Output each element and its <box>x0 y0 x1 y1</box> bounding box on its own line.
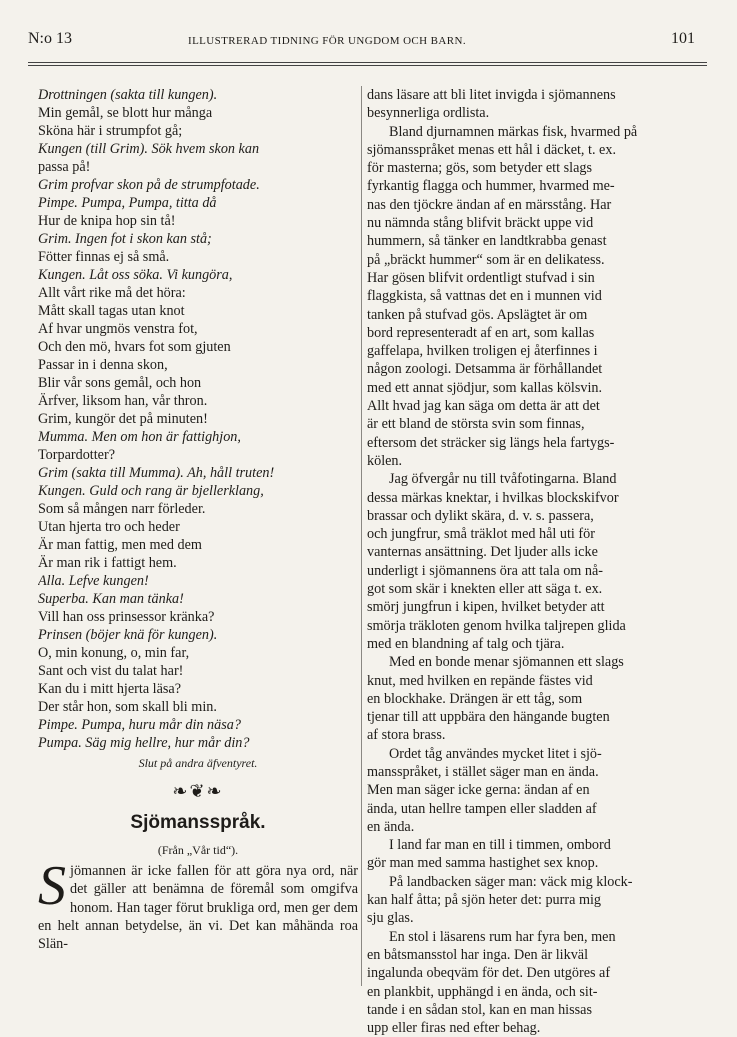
text-line: kölen. <box>367 452 403 469</box>
text-line: Kungen (till Grim). Sök hvem skon kan <box>38 141 260 157</box>
text-line: Som så mången narr förleder. <box>38 501 206 517</box>
text-line: Grim (sakta till Mumma). Ah, håll truten! <box>38 465 275 481</box>
article-source: (Från „Vår tid“). <box>157 843 239 857</box>
text-line: en blockhake. Drängen är ett tåg, som <box>367 690 583 707</box>
text-line: flaggkista, så vattnas det en i munnen vid <box>367 288 602 305</box>
text-line: Hur de knipa hop sin tå! <box>38 213 176 229</box>
text-line: kan half åtta; på sjön heter det: purra mig <box>367 892 602 909</box>
text-line: Der står hon, som skall bli min. <box>38 699 217 715</box>
text-line: besynnerliga ordlista. <box>367 105 490 122</box>
left-column <box>38 86 358 953</box>
text-line: Ordet tåg användes mycket litet i sjö- <box>389 745 602 762</box>
text-line: Grim, kungör det på minuten! <box>38 411 208 427</box>
text-line: På landbacken säger man: väck mig klock- <box>389 873 633 890</box>
text-line: en ända. <box>367 818 415 835</box>
text-line: Mått skall tagas utan knot <box>38 303 185 319</box>
end-note: Slut på andra äfventyret. <box>138 756 258 770</box>
page-header <box>28 24 707 54</box>
text-line: Vill han oss prinsessor kränka? <box>38 609 215 625</box>
text-line: Pimpe. Pumpa, huru mår din näsa? <box>38 717 241 733</box>
column-divider <box>361 86 362 986</box>
text-line: nas den tjöckre ändan af en märsstång. Har <box>367 196 612 213</box>
text-line: en plankbit, upphängd i en ända, och sit- <box>367 983 598 1000</box>
text-line: Utan hjerta tro och heder <box>38 519 180 535</box>
text-line: Allt hvad jag kan säga om detta är att det <box>367 398 600 415</box>
text-line: dessa märkas knektar, i hvilkas blockskifvor <box>367 489 619 506</box>
text-line: och jungfrur, små träklot med hål uti för <box>367 526 595 543</box>
text-line: En stol i läsarens rum har fyra ben, men <box>389 928 616 945</box>
text-line: Torpardotter? <box>38 447 115 463</box>
text-line: Grim profvar skon på de strumpfotade. <box>38 177 260 193</box>
text-line: Med en bonde menar sjömannen ett slags <box>389 654 624 671</box>
text-line: O, min konung, o, min far, <box>38 645 190 661</box>
text-line: ända, utan hellre tampen eller sladden af <box>367 800 597 817</box>
text-line: Men man säger icke gerna: ändan af en <box>367 782 590 799</box>
right-column <box>367 86 697 1037</box>
text-line: Har gösen blifvit ordentligt stufvad i sin <box>367 269 595 286</box>
text-line: Ärfver, liksom han, vår thron. <box>38 393 208 409</box>
text-line: tande i en sådan stol, kan en man hissas <box>367 1001 592 1018</box>
text-line: Sant och vist du talat har! <box>38 663 184 679</box>
text-line: sju glas. <box>367 910 414 927</box>
text-line: Drottningen (sakta till kungen). <box>38 87 218 103</box>
text-line: I land far man en till i timmen, ombord <box>389 837 611 854</box>
drop-cap: S <box>38 855 66 917</box>
text-line: vanternas ansättning. Det ljuder alls icke <box>367 544 598 561</box>
text-line: Bland djurnamnen märkas fisk, hvarmed på <box>389 123 638 140</box>
article-body <box>367 86 697 1037</box>
text-line: Kan du i mitt hjerta läsa? <box>38 681 182 697</box>
publication-title: ILLUSTRERAD TIDNING FÖR UNGDOM OCH BARN. <box>188 35 466 47</box>
text-line: Alla. Lefve kungen! <box>38 573 149 589</box>
text-line: Allt vårt rike må det höra: <box>38 285 186 301</box>
text-line: Jag öfvergår nu till tvåfotingarna. Bland <box>389 471 617 488</box>
text-line: Kungen. Guld och rang är bjellerklang, <box>38 483 264 499</box>
text-line: underligt i sjömannens öra att tala om nå- <box>367 562 603 579</box>
text-line: Min gemål, se blott hur många <box>38 105 213 121</box>
text-line: smörja träkloten genom hvilka taljrepen glida <box>367 617 626 634</box>
text-line: Blir vår sons gemål, och hon <box>38 375 202 391</box>
text-line: Sköna här i strumpfot gå; <box>38 123 183 139</box>
text-line: mansspråket, i stället säger man en ända. <box>367 763 599 780</box>
text-line: på „bräckt hummer“ som är en delikatess. <box>367 251 605 268</box>
text-line: gör man med samma hastighet sex knop. <box>367 855 599 872</box>
text-line: med en blandning af talg och tjära. <box>367 635 565 652</box>
ornament-divider: ❧❦❧ <box>172 781 224 801</box>
text-line: Grim. Ingen fot i skon kan stå; <box>38 231 212 247</box>
text-line: Fötter finnas ej så små. <box>38 249 170 265</box>
text-line: Mumma. Men om hon är fattighjon, <box>38 429 241 445</box>
text-line: hummern, så tänker en landtkrabba genast <box>367 233 607 250</box>
text-line: smörj jungfrun i kipen, hvilket betyder att <box>367 599 605 616</box>
text-line: en båtsmansstol har inga. Den är likväl <box>367 946 589 963</box>
article-intro <box>38 855 358 953</box>
text-line: Och den mö, hvars fot som gjuten <box>38 339 231 355</box>
text-line: tjenar till att uppbära den hängande bugten <box>367 709 610 726</box>
text-line: gaffelapa, hvilken troligen ej återfinnes i <box>367 343 598 360</box>
issue-number: N:o 13 <box>28 30 72 47</box>
text-line: brassar och dylikt skära, d. v. s. passera, <box>367 507 594 524</box>
text-line: upp eller firas ned efter behag. <box>367 1020 541 1037</box>
text-line: är ett bland de största svin som finnas, <box>367 416 585 433</box>
article-intro-text: jömannen är icke fallen för att göra nya ord, när det gäller att benämna de föremål som omgifva honom. Han tager förut brukliga ord, men ger dem en helt annan betydelse, än vi. Det kan måhända roa Slän- <box>38 863 358 953</box>
text-line: Pimpe. Pumpa, Pumpa, titta då <box>38 195 217 211</box>
text-line: dans läsare att bli litet invigda i sjömannens <box>367 87 616 103</box>
text-line: ingalunda obeqväm för det. Den utgöres af <box>367 965 611 982</box>
text-line: Af hvar ungmös venstra fot, <box>38 321 198 337</box>
text-line: fyrkantig flagga och hummer, hvarmed me- <box>367 178 615 195</box>
text-line: Passar in i denna skon, <box>38 357 168 373</box>
text-line: med ett annat sjödjur, som kallas kölsvin. <box>367 379 603 396</box>
article-title: Sjömansspråk. <box>130 812 266 833</box>
page-number: 101 <box>671 30 695 47</box>
header-rule <box>28 62 707 63</box>
text-line: sjömansspråket menas ett hål i däcket, t. ex. <box>367 141 616 158</box>
text-line: Pumpa. Säg mig hellre, hur mår din? <box>38 735 250 751</box>
text-line: Superba. Kan man tänka! <box>38 591 184 607</box>
text-line: Är man rik i fattigt hem. <box>38 555 177 571</box>
header-rule-thin <box>28 65 707 66</box>
text-line: Är man fattig, men med dem <box>38 537 202 553</box>
text-line: bord representeradt af en art, som kallas <box>367 324 595 341</box>
text-line: Kungen. Låt oss söka. Vi kungöra, <box>38 267 233 283</box>
text-line: nu nämnda stång blifvit bräckt uppe vid <box>367 215 594 232</box>
text-line: någon zoologi. Detsamma är förhållandet <box>367 361 603 378</box>
text-line: knut, med hvilken en repände fästes vid <box>367 672 593 689</box>
play-dialogue <box>38 86 358 752</box>
text-line: af stora brass. <box>367 727 446 744</box>
text-line: för masterna; gös, som betyder ett slags <box>367 160 592 177</box>
text-line: got som skär i knekten eller att säga t. ex. <box>367 581 603 598</box>
text-line: passa på! <box>38 159 91 175</box>
text-line: eftersom det sträcker sig längs hela fartygs- <box>367 434 615 451</box>
text-line: tanken på stufvad gös. Apslägtet är om <box>367 306 588 323</box>
text-line: Prinsen (böjer knä för kungen). <box>38 627 218 643</box>
